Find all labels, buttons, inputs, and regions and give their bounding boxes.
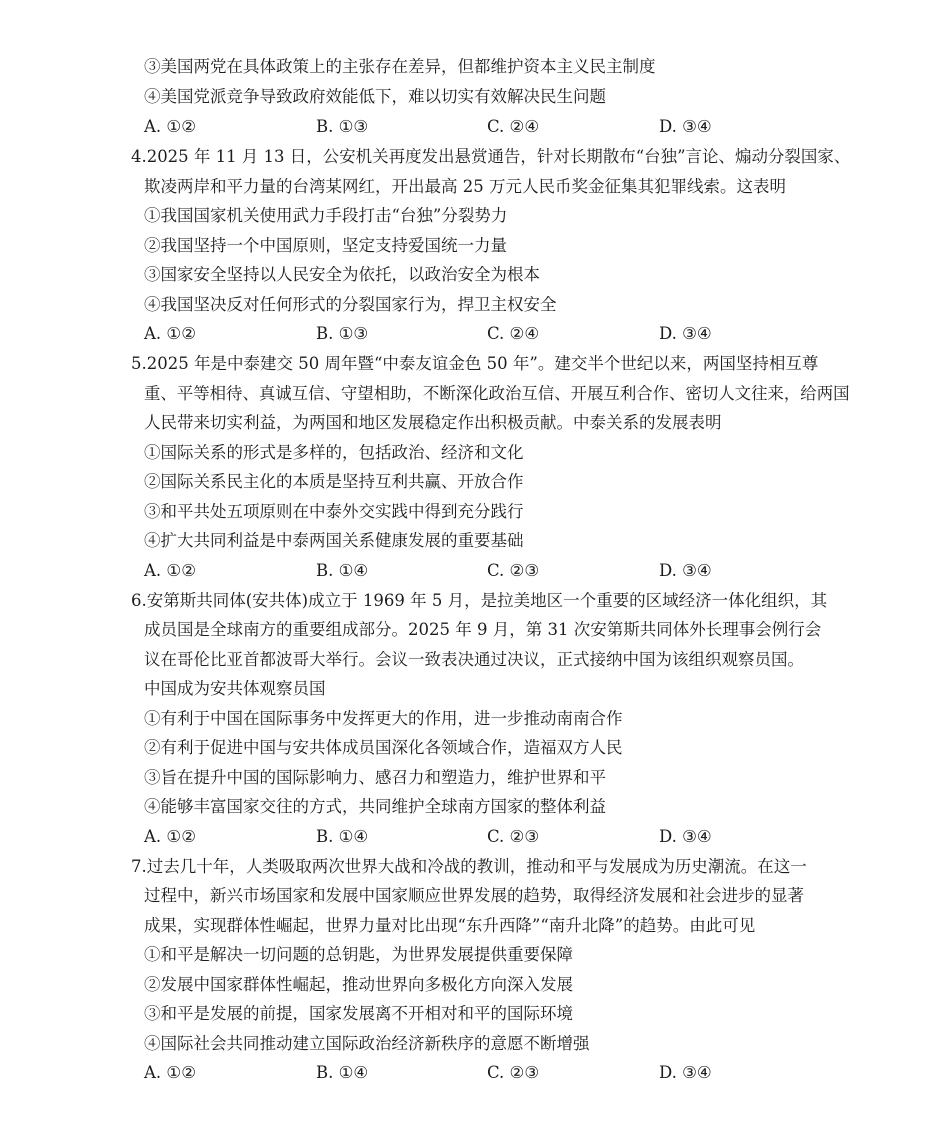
q6-choice-b[interactable]: B. ①④ bbox=[316, 827, 369, 846]
q4-option-2: ②我国坚持一个中国原则，坚定支持爱国统一力量 bbox=[144, 236, 507, 255]
q7-option-4: ④国际社会共同推动建立国际政治经济新秩序的意愿不断增强 bbox=[144, 1034, 590, 1053]
q5-choice-d[interactable]: D. ③④ bbox=[659, 561, 712, 580]
q5-option-4: ④扩大共同利益是中泰两国关系健康发展的重要基础 bbox=[144, 531, 524, 550]
q5-choice-b[interactable]: B. ①④ bbox=[316, 561, 369, 580]
q3-option-4: ④美国党派竞争导致政府效能低下，难以切实有效解决民生问题 bbox=[144, 87, 606, 106]
q5-option-2: ②国际关系民主化的本质是坚持互利共赢、开放合作 bbox=[144, 472, 524, 491]
q6-choice-a[interactable]: A. ①② bbox=[144, 827, 196, 846]
q5-stem-line: 人民带来切实利益，为两国和地区发展稳定作出积极贡献。中泰关系的发展表明 bbox=[144, 413, 722, 432]
q6-option-4: ④能够丰富国家交往的方式，共同维护全球南方国家的整体利益 bbox=[144, 797, 606, 816]
q4-option-3: ③国家安全坚持以人民安全为依托，以政治安全为根本 bbox=[144, 265, 540, 284]
q7-choice-c[interactable]: C. ②③ bbox=[487, 1063, 540, 1082]
q4-option-4: ④我国坚决反对任何形式的分裂国家行为，捍卫主权安全 bbox=[144, 295, 557, 314]
q7-stem-line: 7.过去几十年，人类吸取两次世界大战和冷战的教训，推动和平与发展成为历史潮流。在这一 bbox=[131, 857, 807, 876]
q4-choice-c[interactable]: C. ②④ bbox=[487, 324, 540, 343]
q7-option-1: ①和平是解决一切问题的总钥匙，为世界发展提供重要保障 bbox=[144, 945, 573, 964]
q7-stem-line: 过程中，新兴市场国家和发展中国家顺应世界发展的趋势，取得经济发展和社会进步的显著 bbox=[144, 886, 804, 905]
q6-choice-d[interactable]: D. ③④ bbox=[659, 827, 712, 846]
q7-choice-a[interactable]: A. ①② bbox=[144, 1063, 196, 1082]
q6-stem-line: 中国成为安共体观察员国 bbox=[144, 679, 326, 698]
q6-stem-line: 成员国是全球南方的重要组成部分。2025 年 9 月，第 31 次安第斯共同体外长理事会例行会 bbox=[144, 620, 822, 639]
q5-option-1: ①国际关系的形式是多样的，包括政治、经济和文化 bbox=[144, 443, 524, 462]
q4-choice-a[interactable]: A. ①② bbox=[144, 324, 196, 343]
q7-choice-d[interactable]: D. ③④ bbox=[659, 1063, 712, 1082]
q5-option-3: ③和平共处五项原则在中泰外交实践中得到充分践行 bbox=[144, 502, 524, 521]
q7-option-2: ②发展中国家群体性崛起，推动世界向多极化方向深入发展 bbox=[144, 975, 573, 994]
q5-stem-line: 重、平等相待、真诚互信、守望相助，不断深化政治互信、开展互利合作、密切人文往来，给两国 bbox=[144, 384, 850, 403]
q4-choice-d[interactable]: D. ③④ bbox=[659, 324, 712, 343]
q3-choice-c[interactable]: C. ②④ bbox=[487, 117, 540, 136]
q7-choice-b[interactable]: B. ①④ bbox=[316, 1063, 369, 1082]
q7-option-3: ③和平是发展的前提，国家发展离不开相对和平的国际环境 bbox=[144, 1004, 573, 1023]
q4-choice-b[interactable]: B. ①③ bbox=[316, 324, 369, 343]
q6-stem-line: 议在哥伦比亚首都波哥大举行。会议一致表决通过决议，正式接纳中国为该组织观察员国。 bbox=[144, 650, 804, 669]
q6-option-1: ①有利于中国在国际事务中发挥更大的作用，进一步推动南南合作 bbox=[144, 709, 623, 728]
q5-choice-a[interactable]: A. ①② bbox=[144, 561, 196, 580]
q3-choice-a[interactable]: A. ①② bbox=[144, 117, 196, 136]
q5-choice-c[interactable]: C. ②③ bbox=[487, 561, 540, 580]
q5-stem-line: 5.2025 年是中泰建交 50 周年暨“中泰友谊金色 50 年”。建交半个世纪以来，两国坚持相互尊 bbox=[131, 354, 819, 373]
q4-stem-line: 欺凌两岸和平力量的台湾某网红，开出最高 25 万元人民币奖金征集其犯罪线索。这表明 bbox=[144, 177, 786, 196]
q3-choice-b[interactable]: B. ①③ bbox=[316, 117, 369, 136]
q7-stem-line: 成果，实现群体性崛起，世界力量对比出现“东升西降”“南升北降”的趋势。由此可见 bbox=[144, 916, 756, 935]
q4-option-1: ①我国国家机关使用武力手段打击“台独”分裂势力 bbox=[144, 206, 508, 225]
q3-option-3: ③美国两党在具体政策上的主张存在差异，但都维护资本主义民主制度 bbox=[144, 57, 656, 76]
q6-stem-line: 6.安第斯共同体(安共体)成立于 1969 年 5 月，是拉美地区一个重要的区域经济一体化组织，其 bbox=[131, 591, 828, 610]
q4-stem-line: 4.2025 年 11 月 13 日，公安机关再度发出悬赏通告，针对长期散布“台独”言论、煽动分裂国家、 bbox=[131, 147, 851, 166]
q3-choice-d[interactable]: D. ③④ bbox=[659, 117, 712, 136]
q6-option-3: ③旨在提升中国的国际影响力、感召力和塑造力，维护世界和平 bbox=[144, 768, 606, 787]
q6-choice-c[interactable]: C. ②③ bbox=[487, 827, 540, 846]
q6-option-2: ②有利于促进中国与安共体成员国深化各领域合作，造福双方人民 bbox=[144, 738, 623, 757]
